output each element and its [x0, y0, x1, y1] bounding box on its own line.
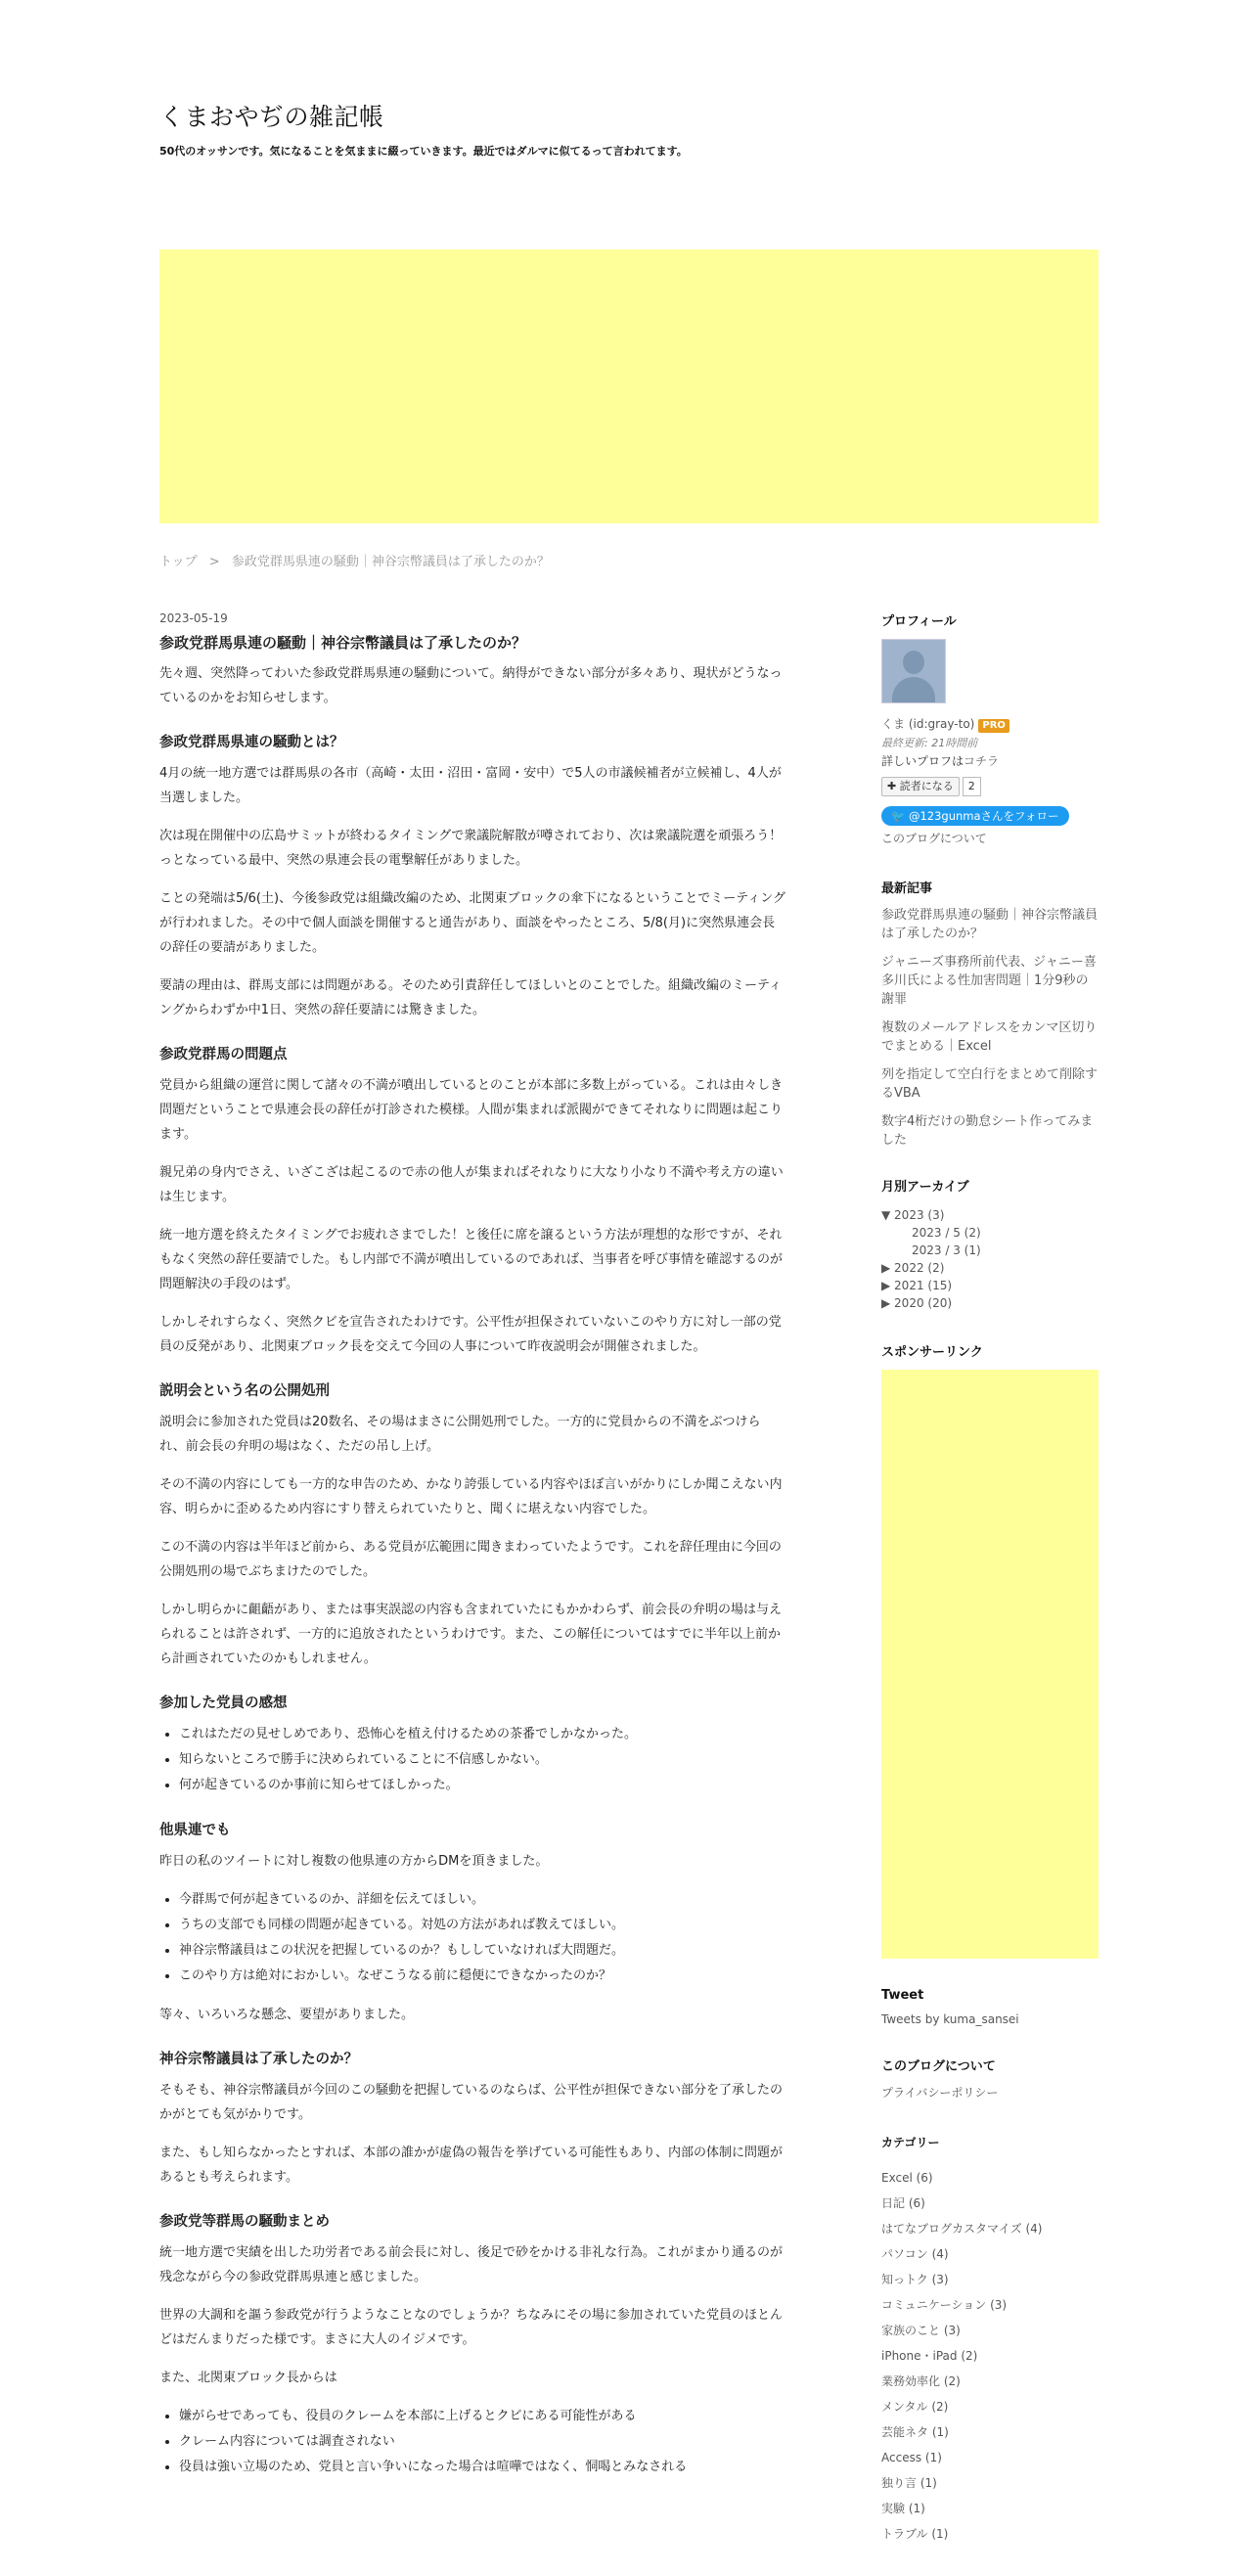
category-link[interactable]: コミュニケーション (3): [881, 2298, 1008, 2312]
reader-buttons: [881, 777, 1099, 796]
blog-title[interactable]: くまおやぢの雑記帳: [159, 103, 384, 131]
list-item: • このやり方は絶対におかしい。なぜこうなる前に穏便にできなかったのか？: [179, 1964, 785, 1989]
paragraph: 党員から組織の運営に関して諸々の不満が噴出しているとのことが本部に多数上がっている。これは由々しき問題だということで県連会長の辞任が打診された模様。人間が集まれば派閥ができてそれなりに問題は起こります。: [159, 1078, 784, 1142]
paragraph: しかし明らかに齟齬があり、または事実誤認の内容も含まれていたにもかかわらず、前会長の弁明の場は与えられることは許されず、一方的に追放されたというわけです。また、この解任についてはすでに半年以上前から計画されていたのかもしれません。: [159, 1603, 782, 1666]
category-link[interactable]: 実験 (1): [881, 2502, 925, 2515]
category-heading: カテゴリー: [881, 2136, 940, 2149]
tweet-heading: Tweet: [881, 1988, 924, 2003]
section-heading: 参政党群馬の問題点: [159, 1047, 288, 1062]
category-link[interactable]: トラブル (1): [881, 2527, 949, 2541]
profile-detail-text: 詳しいプロフは: [881, 754, 964, 768]
paragraph: 等々、いろいろな懸念、要望がありました。: [159, 2008, 415, 2022]
paragraph: 昨日の私のツイートに対し複数の他県連の方からDMを頂きました。: [159, 1854, 549, 1869]
sponsor-heading: スポンサーリンク: [881, 1345, 983, 1360]
blog-description: 50代のオッサンです。気になることを気ままに綴っていきます。最近ではダルマに似てるって言われてます。: [159, 145, 688, 158]
about-blog-link[interactable]: このブログについて: [881, 832, 987, 845]
category-link[interactable]: パソコン (4): [881, 2247, 949, 2261]
section-heading: 参政党等群馬の騒動まとめ: [159, 2214, 330, 2230]
sidebar-ad[interactable]: [881, 1370, 1099, 1959]
paragraph: 要請の理由は、群馬支部には問題がある。そのため引責辞任してほしいとのことでした。組織改編のミーティングからわずか中1日、突然の辞任要請には驚きました。: [159, 978, 782, 1017]
last-update: 最終更新: 21時間前: [881, 737, 978, 749]
section-heading: 神谷宗幣議員は了承したのか？: [159, 2052, 358, 2067]
profile-name[interactable]: くま (id:gray-to): [881, 717, 975, 731]
profile-detail-link[interactable]: コチラ: [964, 754, 1000, 768]
archive-year-2022[interactable]: ▶ 2022 (2): [881, 1261, 945, 1275]
paragraph: そもそも、神谷宗幣議員が今回のこの騒動を把握しているのならば、公平性が担保できない部分を了承したのかがとても気がかりです。: [159, 2083, 784, 2122]
recent-entry-link[interactable]: 列を指定して空白行をまとめて削除するVBA: [881, 1067, 1099, 1101]
paragraph: 親兄弟の身内でさえ、いざこざは起こるので赤の他人が集まればそれなりに大なり小なり不満や考え方の違いは生じます。: [159, 1165, 784, 1204]
tweets-link[interactable]: Tweets by kuma_sansei: [881, 2012, 1019, 2026]
archive-year-2020[interactable]: ▶ 2020 (20): [881, 1296, 953, 1310]
entry-content: [159, 610, 785, 2494]
category-link[interactable]: メンタル (2): [881, 2400, 949, 2414]
archive-year-2023[interactable]: ▼ 2023 (3): [881, 1208, 945, 1222]
breadcrumb-separator: >: [208, 555, 220, 569]
breadcrumb-current[interactable]: 参政党群馬県連の騒動｜神谷宗幣議員は了承したのか？: [231, 555, 550, 569]
archive-month[interactable]: 2023 / 3 (1): [912, 1243, 981, 1257]
list-item: • うちの支部でも同様の問題が起きている。対処の方法があれば教えてほしい。: [179, 1913, 785, 1938]
archive-year-2021[interactable]: ▶ 2021 (15): [881, 1279, 953, 1292]
sidebar: [881, 610, 1099, 2576]
avatar[interactable]: [881, 639, 946, 703]
paragraph: この不満の内容は半年ほど前から、ある党員が広範囲に聞きまわっていたようです。これを辞任理由に今回の公開処刑の場でぶちまけたのでした。: [159, 1540, 782, 1579]
paragraph: 4月の統一地方選では群馬県の各市（高崎・太田・沼田・富岡・安中）で5人の市議候補者が立候補し、4人が当選しました。: [159, 766, 782, 805]
pro-badge: PRO: [978, 719, 1009, 733]
paragraph: 説明会に参加された党員は20数名、その場はまさに公開処刑でした。一方的に党員からの不満をぶつけられ、前会長の弁明の場はなく、ただの吊し上げ。: [159, 1415, 761, 1454]
list-item: • 神谷宗幣議員はこの状況を把握しているのか？もししていなければ大問題だ。: [179, 1938, 785, 1964]
paragraph: ことの発端は5/6(土)、今後参政党は組織改編のため、北関東ブロックの傘下になるということでミーティングが行われました。その中で個人面談を開催すると通告があり、面談をやったところ、5/8(月)に突然県連会長の辞任の要請がありました。: [159, 891, 785, 955]
profile-heading: プロフィール: [881, 614, 957, 629]
category-link[interactable]: 芸能ネタ (1): [881, 2425, 949, 2439]
privacy-policy-link[interactable]: プライバシーポリシー: [881, 2086, 999, 2100]
list-item: • 何が起きているのか事前に知らせてほしかった。: [179, 1773, 785, 1798]
category-link[interactable]: 知っトク (3): [881, 2273, 949, 2286]
paragraph: その不満の内容にしても一方的な申告のため、かなり誇張している内容やほぼ言いがかりにしか聞こえない内容、明らかに歪めるため内容にすり替えられていたりと、聞くに堪えない内容でした。: [159, 1477, 783, 1516]
twitter-follow-label: @123gunmaさんをフォロー: [908, 809, 1059, 823]
archive-month[interactable]: 2023 / 5 (2): [912, 1226, 981, 1240]
reader-count[interactable]: 2: [963, 777, 981, 796]
entry-title[interactable]: 参政党群馬県連の騒動｜神谷宗幣議員は了承したのか？: [159, 634, 527, 652]
subscribe-button[interactable]: ✚ 読者になる: [881, 777, 960, 796]
summary-list: [159, 2404, 785, 2480]
section-heading: 参加した党員の感想: [159, 1695, 288, 1711]
paragraph: また、もし知らなかったとすれば、本部の誰かが虚偽の報告を挙げている可能性もあり、内部の体制に問題があるとも考えられます。: [159, 2146, 784, 2185]
category-link[interactable]: Access (1): [881, 2451, 942, 2464]
list-item: • クレーム内容については調査されない: [179, 2429, 785, 2455]
paragraph: 統一地方選を終えたタイミングでお疲れさまでした！と後任に席を譲るという方法が理想的な形ですが、それもなく突然の辞任要請でした。もし内部で不満が噴出しているのであれば、当事者を呼び事情を確認するのが問題解決の手段のはず。: [159, 1228, 784, 1291]
entry-date[interactable]: 2023-05-19: [159, 611, 228, 625]
breadcrumb: [159, 551, 550, 569]
tweet-module: [881, 1988, 1099, 2026]
list-item: • 嫌がらせであっても、役員のクレームを本部に上げるとクビにある可能性がある: [179, 2404, 785, 2429]
recent-entry-link[interactable]: 参政党群馬県連の騒動｜神谷宗幣議員は了承したのか？: [881, 908, 1099, 941]
category-link[interactable]: 日記 (6): [881, 2196, 925, 2210]
archive-heading: 月別アーカイブ: [881, 1180, 969, 1195]
twitter-bird-icon: 🐦: [891, 809, 906, 823]
paragraph: 世界の大調和を謳う参政党が行うようなことなのでしょうか？ちなみにその場に参加されていた党員のほとんどはだんまりだった様です。まさに大人のイジメです。: [159, 2308, 784, 2347]
archive-module: [881, 1179, 1099, 1312]
recent-heading: 最新記事: [881, 881, 933, 896]
category-link[interactable]: 独り言 (1): [881, 2476, 937, 2490]
category-link[interactable]: iPhone・iPad (2): [881, 2349, 978, 2363]
entry-intro: 先々週、突然降ってわいた参政党群馬県連の騒動について。納得ができない部分が多々あり、現状がどうなっているのかをお知らせします。: [159, 666, 783, 705]
recent-entries-module: [881, 878, 1099, 1150]
list-item: • 知らないところで勝手に決められていることに不信感しかない。: [179, 1747, 785, 1773]
breadcrumb-home[interactable]: トップ: [159, 555, 198, 569]
recent-entry-link[interactable]: 数字4桁だけの勤怠シート作ってみました: [881, 1114, 1094, 1148]
category-module: [881, 2130, 1099, 2547]
list-item: • これはただの見せしめであり、恐怖心を植え付けるための茶番でしかなかった。: [179, 1722, 785, 1747]
section-heading: 説明会という名の公開処刑: [159, 1383, 330, 1399]
recent-entry-link[interactable]: 複数のメールアドレスをカンマ区切りでまとめる｜Excel: [881, 1020, 1098, 1054]
section-heading: 参政党群馬県連の騒動とは？: [159, 735, 344, 750]
recent-entry-link[interactable]: ジャニーズ事務所前代表、ジャニー喜多川氏による性加害問題｜1分9秒の謝罪: [881, 955, 1097, 1007]
section-heading: 他県連でも: [159, 1823, 231, 1838]
paragraph: 統一地方選で実績を出した功労者である前会長に対し、後足で砂をかける非礼な行為。これがまかり通るのが残念ながら今の参政党群馬県連と感じました。: [159, 2245, 784, 2284]
profile-module: [881, 610, 1099, 848]
paragraph: 次は現在開催中の広島サミットが終わるタイミングで衆議院解散が噂されており、次は衆議院選を頑張ろう！っとなっている最中、突然の県連会長の電撃解任がありました。: [159, 829, 783, 868]
other-prefecture-list: [159, 1887, 785, 1989]
list-item: • 役員は強い立場のため、党員と言い争いになった場合は喧嘩ではなく、恫喝とみなされる: [179, 2455, 785, 2480]
list-item: • 今群馬で何が起きているのか、詳細を伝えてほしい。: [179, 1887, 785, 1913]
paragraph: また、北関東ブロック長からは: [159, 2371, 337, 2385]
category-link[interactable]: Excel (6): [881, 2171, 933, 2185]
sponsor-module: [881, 1341, 1099, 1959]
top-ad-banner[interactable]: [159, 249, 1099, 523]
category-link[interactable]: 家族のこと (3): [881, 2324, 961, 2337]
profile-name-row: [881, 715, 1099, 734]
twitter-follow-button[interactable]: [881, 806, 1069, 826]
profile-detail-row: [881, 752, 1099, 771]
blog-header: [159, 98, 1099, 158]
about-heading: このブログについて: [881, 2059, 996, 2074]
category-link[interactable]: 業務効率化 (2): [881, 2374, 961, 2388]
impressions-list: [159, 1722, 785, 1798]
about-module: [881, 2056, 1099, 2101]
paragraph: しかしそれすらなく、突然クビを宣告されたわけです。公平性が担保されていないこのやり方に対し一部の党員の反発があり、北関東ブロック長を交えて今回の人事について昨夜説明会が開催されました。: [159, 1315, 782, 1354]
category-link[interactable]: はてなブログカスタマイズ (4): [881, 2222, 1043, 2236]
